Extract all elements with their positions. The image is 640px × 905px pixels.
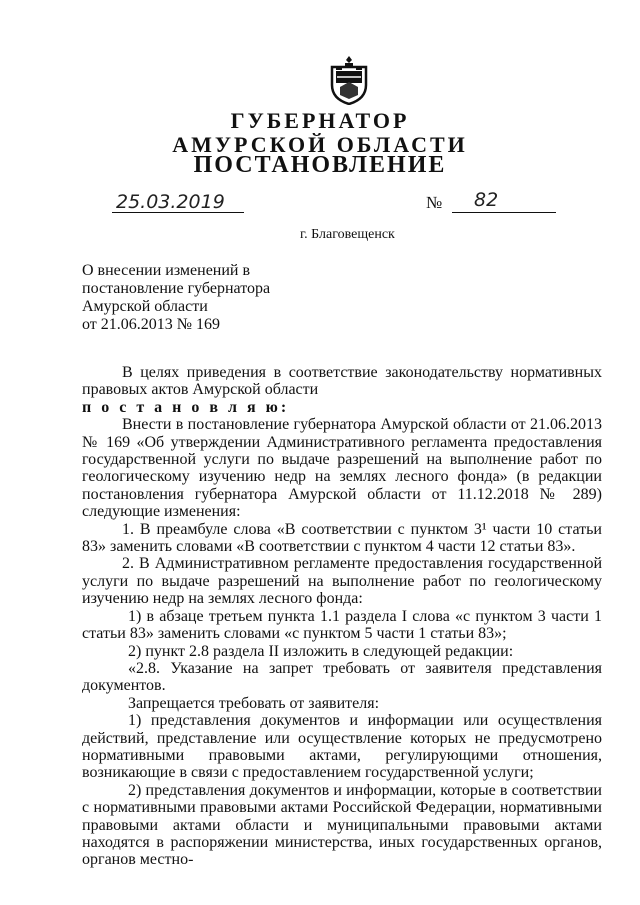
body-paragraph: 1) в абзаце третьем пункта 1.1 раздела I слова «с пунктом 3 части 1 статьи 83» заменить словами «с пунктом 5 части 1 статьи 83»; (82, 607, 602, 643)
date-underline (112, 212, 244, 213)
body-paragraph: Внести в постановление губернатора Амурской области от 21.06.2013 № 169 «Об утверждении Административного регламента предоставления государственной услуги по выдаче разрешений на выполнение работ по геологическому изучению недр на землях лесного фонда» (в редакции постановления губернатора Амурской области от 11.12.2018 № 289) следующие изменения: (82, 416, 602, 521)
body-paragraph: «2.8. Указание на запрет требовать от заявителя представления документов. (82, 659, 602, 695)
document-number: 82 (474, 189, 499, 211)
document-subject (82, 262, 270, 334)
body-paragraph: 2. В Административном регламенте предоставления государственной услуги по выдаче разрешений на выполнение работ по геологическому изучению недр на землях лесного фонда: (82, 555, 602, 608)
document-date: 25.03.2019 (116, 191, 225, 213)
decree-word: п о с т а н о в л я ю: (82, 398, 290, 416)
body-paragraph: Запрещается требовать от заявителя: (128, 694, 380, 712)
body-paragraph: 2) пункт 2.8 раздела II изложить в следующей редакции: (128, 642, 514, 660)
number-label: № (426, 193, 443, 212)
document-type-heading: ПОСТАНОВЛЕНИЕ (193, 152, 447, 178)
document-body (82, 364, 602, 869)
subject-line: от 21.06.2013 № 169 (82, 316, 221, 333)
body-paragraph: 2) представления документов и информации, которые в соответствии с нормативными правовыми актами Российской Федерации, нормативными правовыми актами области и муниципальными правовыми актами находятся в распоряжении министерства, иных государственных органов, органов местно- (82, 781, 602, 869)
coat-of-arms-emblem (328, 55, 370, 105)
subject-line: постановление губернатора (82, 280, 271, 297)
subject-line: О внесении изменений в (82, 262, 251, 279)
subject-line: Амурской области (82, 298, 208, 315)
governor-heading: ГУБЕРНАТОР (230, 108, 410, 133)
body-paragraph: 1) представления документов и информации или осуществления действий, представление или осуществление которых не предусмотрено нормативными правовыми актами, регулирующими отношения, возникающие в связи с предоставлением государственной услуги; (82, 712, 602, 782)
preamble-paragraph: В целях приведения в соответствие законодательству нормативных правовых актов Амурской области (82, 364, 602, 399)
city-label: г. Благовещенск (300, 227, 395, 242)
region-heading: АМУРСКОЙ ОБЛАСТИ (172, 132, 468, 157)
number-underline (452, 212, 556, 213)
body-paragraph: 1. В преамбуле слова «В соответствии с пунктом 3¹ части 10 статьи 83» заменить словами «В соответствии с пунктом 4 части 12 статьи 83». (82, 520, 602, 556)
